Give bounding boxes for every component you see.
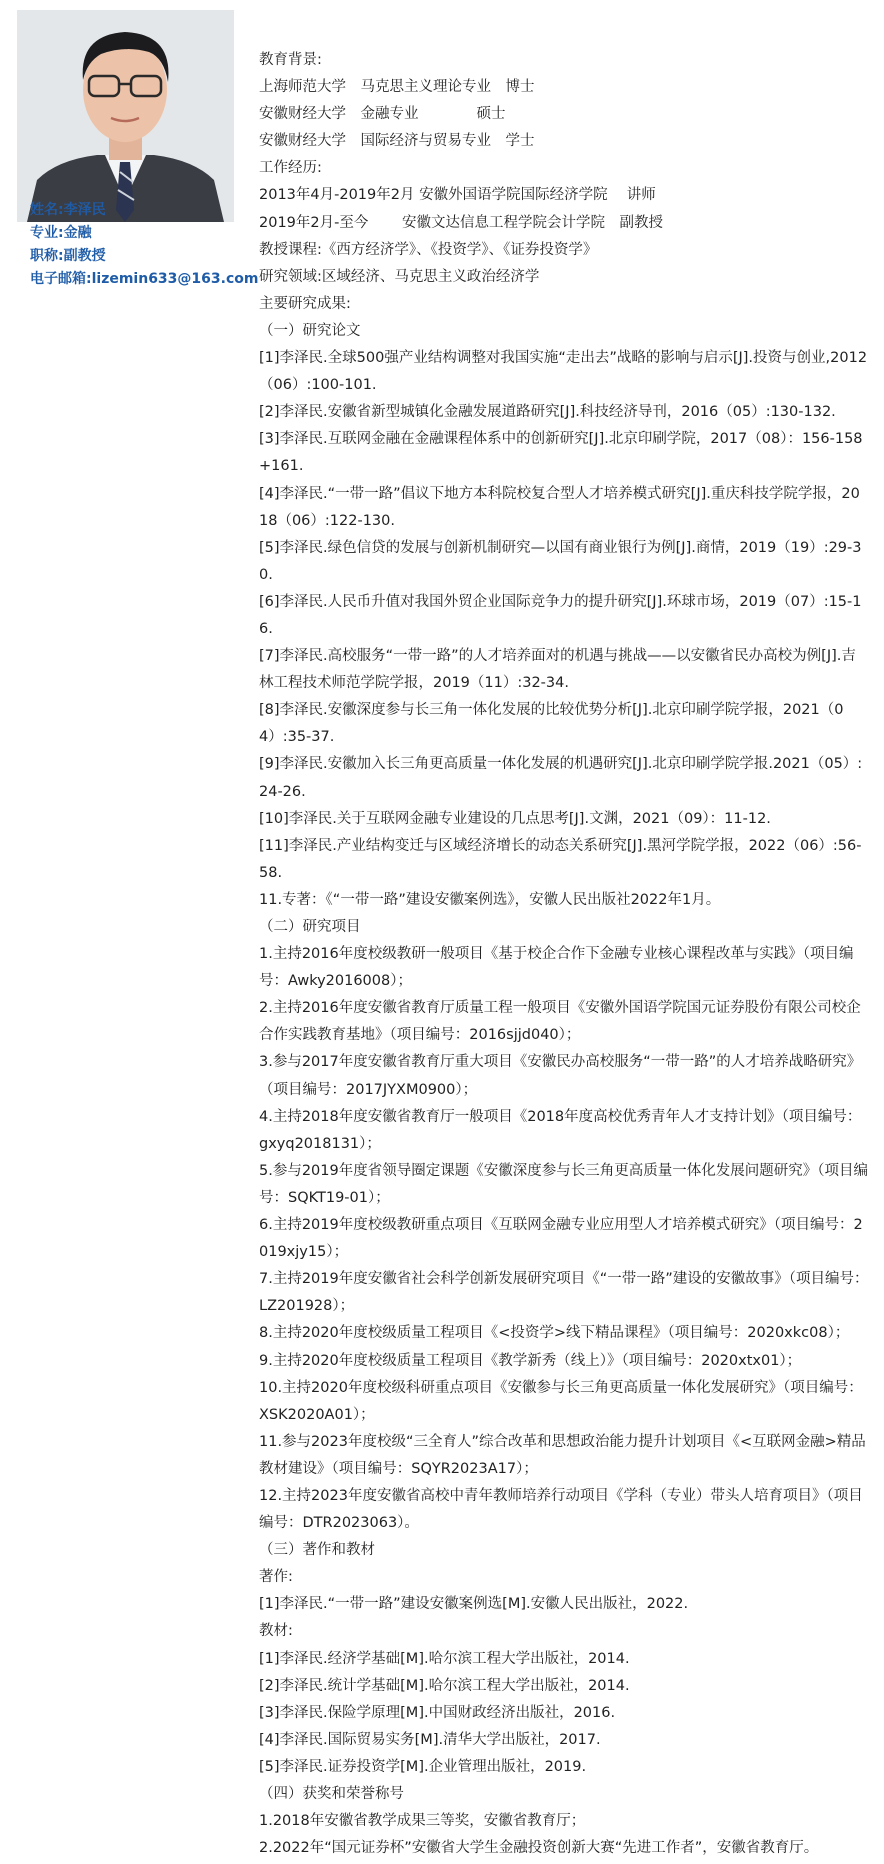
bio-line: （四）获奖和荣誉称号 [259, 1786, 404, 1802]
bio-line: [3]李泽民.保险学原理[M].中国财政经济出版社，2016. [259, 1704, 616, 1721]
bio-line: 著作: [259, 1569, 293, 1586]
profile-name: 姓名:李泽民 [30, 202, 106, 218]
bio-line: 12.主持2023年度安徽省高校中青年教师培养行动项目《学科（专业）带头人培育项目》（项目编号：DTR2023063）。 [259, 1487, 863, 1532]
bio-line: 7.主持2019年度安徽省社会科学创新发展研究项目《“一带一路”建设的安徽故事》（项目编号：LZ201928）； [259, 1271, 869, 1315]
bio-line: 9.主持2020年度校级质量工程项目《教学新秀（线上）》（项目编号：2020xtx01）； [259, 1352, 802, 1369]
bio-line: [2]李泽民.安徽省新型城镇化金融发展道路研究[J].科技经济导刊，2016（05）:130-132. [259, 404, 836, 421]
bio-line: [10]李泽民.关于互联网金融专业建设的几点思考[J].文渊，2021（09）：11-12. [259, 810, 771, 827]
bio-line: 2019年2月-至今 安徽文达信息工程学院会计学院 副教授 [259, 214, 663, 231]
bio-line: 8.主持2020年度校级质量工程项目《<投资学>线下精品课程》（项目编号：2020xkc08）； [259, 1325, 850, 1342]
bio-line: 主要研究成果: [259, 295, 351, 312]
bio-line: [8]李泽民.安徽深度参与长三角一体化发展的比较优势分析[J].北京印刷学院学报，2021（04）:35-37. [259, 702, 844, 746]
bio-line: 5.参与2019年度省领导圈定课题《安徽深度参与长三角更高质量一体化发展问题研究》（项目编号：SQKT19-01）； [259, 1162, 868, 1206]
bio-line: 安徽财经大学 国际经济与贸易专业 学士 [259, 133, 535, 150]
bio-line: 3.参与2017年度安徽省教育厅重大项目《安徽民办高校服务“一带一路”的人才培养战略研究》（项目编号：2017JYXM0900）； [259, 1054, 862, 1098]
bio-line: [5]李泽民.绿色信贷的发展与创新机制研究—以国有商业银行为例[J].商情，2019（19）:29-30. [259, 539, 862, 583]
bio-line: （一）研究论文 [259, 322, 361, 339]
bio-line: [1]李泽民.经济学基础[M].哈尔滨工程大学出版社，2014. [259, 1650, 630, 1667]
bio-line: 6.主持2019年度校级教研重点项目《互联网金融专业应用型人才培养模式研究》（项目编号：2019xjy15）； [259, 1217, 863, 1261]
bio-line: 10.主持2020年度校级科研重点项目《安徽参与长三角更高质量一体化发展研究》（项目编号：XSK2020A01）； [259, 1379, 863, 1423]
bio-line: 教育背景: [259, 52, 322, 68]
bio-line: 工作经历: [259, 160, 322, 177]
bio-line: [3]李泽民.互联网金融在金融课程体系中的创新研究[J].北京印刷学院，2017（08）：156-158+161. [259, 431, 863, 475]
bio-line: [6]李泽民.人民币升值对我国外贸企业国际竞争力的提升研究[J].环球市场，2019（07）:15-16. [259, 593, 862, 637]
bio-line: 1.主持2016年度校级教研一般项目《基于校企合作下金融专业核心课程改革与实践》（项目编号：Awky2016008）； [259, 946, 854, 990]
profile-email: 电子邮箱:lizemin633@163.com [30, 271, 259, 287]
bio-line: [4]李泽民.国际贸易实务[M].清华大学出版社，2017. [259, 1731, 601, 1748]
bio-line: 研究领域:区域经济、马克思主义政治经济学 [259, 268, 540, 285]
bio-line: [7]李泽民.高校服务“一带一路”的人才培养面对的机遇与挑战——以安徽省民办高校为例[J].吉林工程技术师范学院学报，2019（11）:32-34. [259, 648, 856, 692]
bio-line: 2.2022年“国元证券杯”安徽省大学生金融投资创新大赛“先进工作者”，安徽省教育厅。 [259, 1840, 819, 1857]
bio-line: [9]李泽民.安徽加入长三角更高质量一体化发展的机遇研究[J].北京印刷学院学报.2021（05）:24-26. [259, 756, 863, 800]
bio-line: 11.参与2023年度校级“三全育人”综合改革和思想政治能力提升计划项目《<互联网金融>精品教材建设》（项目编号：SQYR2023A17）； [259, 1433, 866, 1477]
bio-line: 4.主持2018年度安徽省教育厅一般项目《2018年度高校优秀青年人才支持计划》（项目编号：gxyq2018131）； [259, 1108, 862, 1152]
bio-line: 安徽财经大学 金融专业 硕士 [259, 106, 506, 123]
bio-line: 2013年4月-2019年2月 安徽外国语学院国际经济学院 讲师 [259, 187, 656, 204]
bio-line: [5]李泽民.证券投资学[M].企业管理出版社，2019. [259, 1758, 587, 1775]
bio-line: 2.主持2016年度安徽省教育厅质量工程一般项目《安徽外国语学院国元证券股份有限公司校企合作实践教育基地》（项目编号：2016sjjd040）； [259, 1000, 861, 1044]
bio-line: 上海师范大学 马克思主义理论专业 博士 [259, 79, 535, 96]
bio-line: [4]李泽民.“一带一路”倡议下地方本科院校复合型人才培养模式研究[J].重庆科技学院学报，2018（06）:122-130. [259, 485, 860, 529]
profile-title: 职称:副教授 [30, 248, 106, 264]
bio-line: （二）研究项目 [259, 919, 361, 935]
bio-line: [1]李泽民.“一带一路”建设安徽案例选[M].安徽人民出版社，2022. [259, 1596, 689, 1613]
profile-major: 专业:金融 [30, 225, 92, 241]
bio-line: [1]李泽民.全球500强产业结构调整对我国实施“走出去”战略的影响与启示[J].投资与创业,2012（06）:100-101. [259, 350, 868, 394]
biography-content [259, 47, 869, 1862]
bio-line: 1.2018年安徽省教学成果三等奖，安徽省教育厅； [259, 1813, 586, 1830]
bio-line: （三）著作和教材 [259, 1542, 375, 1559]
bio-line: [2]李泽民.统计学基础[M].哈尔滨工程大学出版社，2014. [259, 1677, 630, 1694]
bio-line: 11.专著：《“一带一路”建设安徽案例选》，安徽人民出版社2022年1月。 [259, 891, 721, 908]
bio-line: [11]李泽民.产业结构变迁与区域经济增长的动态关系研究[J].黑河学院学报，2022（06）:56-58. [259, 837, 862, 881]
profile-photo [17, 10, 234, 222]
bio-line: 教授课程:《西方经济学》、《投资学》、《证券投资学》 [259, 241, 598, 258]
bio-line: 教材: [259, 1623, 293, 1640]
